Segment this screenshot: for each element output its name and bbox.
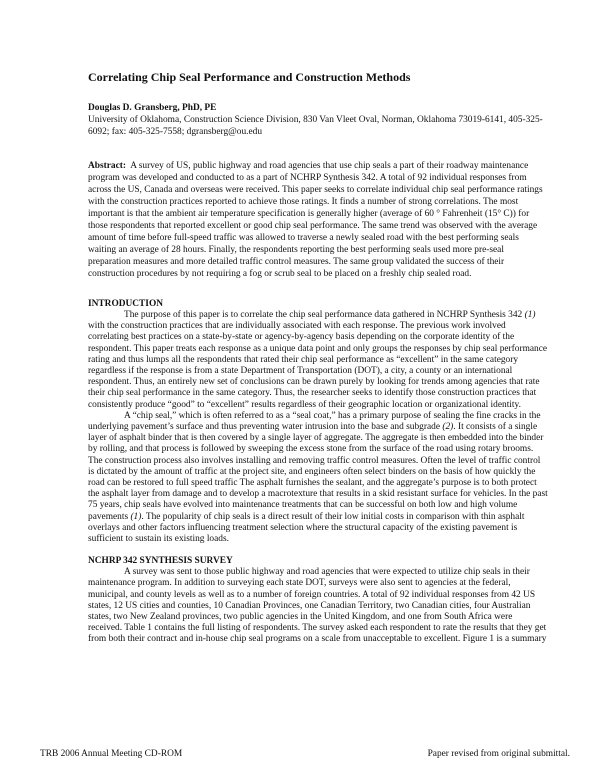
intro-p2-text-c: . The popularity of chip seals is a direct result of their low initial costs in comparison with thin asphalt overlays and other factors influencing treatment selection where the structural capacity of the existing pavement is sufficient to sustain its existing loads.: [88, 511, 525, 545]
footer-revision-note: Paper revised from original submittal.: [427, 749, 570, 759]
intro-paragraph-2: [88, 411, 548, 545]
paper-title: Correlating Chip Seal Performance and Construction Methods: [88, 70, 411, 84]
abstract-label: Abstract:: [88, 161, 127, 171]
survey-heading: NCHRP 342 SYNTHESIS SURVEY: [88, 556, 233, 567]
paper-page: [88, 70, 548, 646]
intro-p1-text-b: with the construction practices that are individually associated with each response. The previous work involved correlating best practices on a state-by-state or agency-by-agency basis depending on the corporate identity of the respondent. This paper treats each response as a unique data point and only groups the responses by chip seal performance rating and thus lumps all the respondents that rated their chip seal performance as “excellent” in the same category regardless if the response is from a state Department of Transportation (DOT), a city, a county or an international respondent. Thus, an entirely new set of conclusions can be drawn purely by looking for trends among agencies that rate their chip seal performance in the same category. Thus, the researcher seeks to identify those construction practices that consistently produce “good” to “excellent” results regardless of their geographic location or organizational identity.: [88, 321, 548, 410]
intro-p2-text-b: . It consists of a single layer of asphalt binder that is then covered by a single layer of aggregate. The aggregate is then embedded into the binder by rolling, and that process is followed by sweeping the excess stone from the surface of the road using rotary brooms. The construction process also involves installing and removing traffic control measures. Often the level of traffic control is dictated by the amount of traffic at the project site, and engineers often select binders on the basis of how quickly the road can be restored to full speed traffic The asphalt furnishes the sealant, and the aggregate’s purpose is to both protect the asphalt layer from damage and to develop a macrotexture that results in a skid resistant surface for vehicles. In the past 75 years, chip seals have evolved into maintenance treatments that can be successful on both low and high volume pavements: [88, 422, 548, 522]
intro-heading: INTRODUCTION: [88, 299, 164, 309]
survey-paragraph-1: A survey was sent to those public highway and road agencies that were expected to utilize chip seals in their maintenance program. In addition to surveying each state DOT, surveys were also sent to agencies at the federal, municipal, and county levels as well as to a number of foreign countries. A total of 92 individual responses from 42 US states, 12 US cities and counties, 10 Canadian Provinces, one Canadian Territory, two Canadian cities, four Australian states, two New Zealand provinces, two public agencies in the United Kingdom, and one from South Africa were received. Table 1 contains the full listing of respondents. The survey asked each respondent to rate the results that they get from both their contract and in-house chip seal programs on a scale from unacceptable to excellent. Figure 1 is a summary: [88, 567, 547, 645]
author-affiliation: University of Oklahoma, Construction Science Division, 830 Van Vleet Oval, Norman, Oklahoma 73019-6141, 405-325-6092; fax: 405-325-7558; dgransberg@ou.edu: [88, 115, 543, 137]
author-name: Douglas D. Gransberg, PhD, PE: [88, 103, 217, 113]
intro-p2-citation-1: (2): [442, 422, 454, 433]
intro-paragraph-1: [88, 310, 548, 411]
intro-p1-citation: (1): [524, 310, 536, 320]
abstract-text: A survey of US, public highway and road agencies that use chip seals a part of their roadway maintenance program was developed and conducted to as a part of NCHRP Synthesis 342. A total of 92 individual responses from across the US, Canada and overseas were received. This paper seeks to correlate individual chip seal performance ratings with the construction practices reported to achieve those ratings. It finds a number of strong correlations. The most important is that the ambient air temperature specification is generally higher (average of 60 ° Fahrenheit (15° C)) for those respondents that reported excellent or good chip seal performance. The same trend was observed with the average amount of time before full-speed traffic was allowed to traverse a newly sealed road with the best performing seals waiting an average of 28 hours. Finally, the respondents reporting the best performing seals used more pre-seal preparation measures and more detailed traffic control measures. The same group validated the success of their construction procedures by not requiring a fog or scrub seal to be placed on a freshly chip sealed road.: [88, 161, 543, 279]
intro-p2-citation-2: (1): [130, 511, 142, 522]
footer-conference: TRB 2006 Annual Meeting CD-ROM: [40, 749, 183, 759]
intro-p2-text-a: A “chip seal,” which is often referred to as a “seal coat,” has a primary purpose of sealing the fine cracks in the underlying pavement’s surface and thus preventing water intrusion into the base and subgrade: [88, 410, 541, 433]
abstract: [88, 160, 548, 280]
intro-p1-text-a: The purpose of this paper is to correlate the chip seal performance data gathered in NCHRP Synthesis 342: [124, 310, 525, 320]
